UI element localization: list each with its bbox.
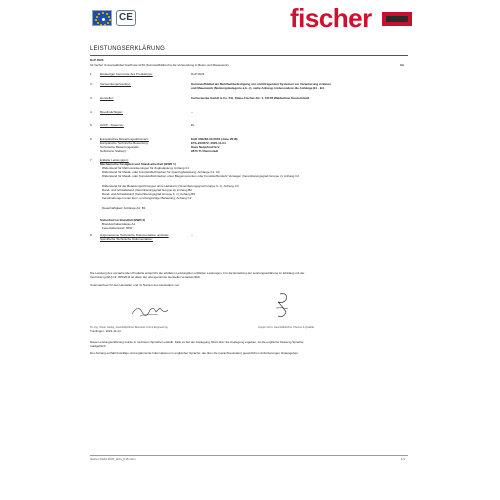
bwr1-heading: Mechanische Festigkeit und Standsicherheit (BWR 1) (100, 162, 176, 166)
item-number: 6. (90, 137, 93, 141)
item8-label-cont: Spezifische Technische Dokumentation: (100, 237, 153, 241)
item-value: DoP 0023 (191, 72, 205, 76)
item6-value: ETA-20/0572; 2020-11-04 (191, 141, 226, 145)
item-number: 2. (90, 82, 93, 86)
performance-line: Rand- und Achsabstand (Vereinbarungsgrad Gruppe b, c); Anhang B3 (102, 192, 196, 196)
fire-line: Feuerwiderstand: NPD (102, 226, 133, 230)
item-number: 8. (90, 233, 93, 237)
declaration-text-cont: Verordnung (EU) Nr. 305/2011 ist allein der obengenannte Hersteller verantwortlich. (90, 275, 202, 279)
page-number: 1/1 (401, 457, 406, 461)
item6-label: Europäisches Bewertungsdokument: (100, 137, 149, 141)
item7-label: Erklärte Leistung(en): (100, 158, 129, 162)
dop-number: DoP 0023 (90, 58, 104, 62)
footer-filename: fischer DATA DOP_ECs_F15.xlsm (90, 457, 136, 461)
signatory-left: Dr.-Ing. Oliver Geibig, Geschäftsführer Business Unit & Engineering (90, 326, 168, 329)
signature-left (130, 300, 170, 320)
fire-line: Brandverhaltenklasse A1 (102, 222, 136, 226)
performance-line: Rand- und Achsabstand (Vereinbarungsgrad Gruppe a); Anhang B2 (102, 188, 192, 192)
page-title: LEISTUNGSERKLÄRUNG (90, 46, 165, 52)
language-code: DE (400, 63, 405, 67)
language-note: Diese Leistungserklärung wurde in mehreren Sprachen erstellt. Falls es bei der Auslegung Streit über die Auslegung ergeben, ist die englische Fassung Sprache (90, 340, 304, 344)
performance-line: Widerstand für die Belastungsrichtungen ohne Hebelarm (Vereinbarungsgrad Gruppe b, c); Anhang C3 (102, 184, 239, 188)
item-label: Hersteller: (100, 96, 114, 100)
item-value: 2+ (191, 123, 195, 127)
item-number: 1. (90, 72, 93, 76)
place-date: Tumlingen, 2022-11-24 (90, 329, 121, 333)
item8-value: -- (191, 233, 193, 237)
performance-line: Verschiebungen unter kurz- und langzeitiger Belastung; Anhang C2 (102, 196, 192, 200)
performance-line: Widerstand für Metall- oder Kunststoffschrauben für Querzugbelastung; Anhänge C1, C2 (102, 170, 220, 174)
item6-label: Europäische Technische Bewertung: (100, 141, 149, 145)
item-value-cont: und Mauerwerk (Nutzungskategorie a,b, c), siehe Anhang, insbesondere die Anhänge B1 - B4. (191, 86, 325, 90)
signatory-right: Jürgen Grün, Geschäftsführer Chemie & Qualität (258, 326, 315, 329)
item6-label: Notifizierte Stelle(n): (100, 149, 128, 153)
item6-value: Kiwa Nederland B.V. (191, 145, 220, 149)
performance-line: Widerstand für Metall- oder Kunststoffschrauben unter Biegemomenten oder Kunststoffumkehr Versagen (Vereinbarungsgrad Gruppe c); Anhang C2 (102, 174, 300, 178)
item8-label: Angemessene Technische Dokumentation und/oder (100, 233, 169, 237)
item-number: 7. (90, 158, 93, 162)
dop-subtitle: für fischer Universaldübel DuoPower ETA (Kunststoffdübel für die Verwendung in Beton und Mauerwerk) (90, 63, 229, 67)
signed-for-text: Unterzeichnet für den Hersteller und im Namen des Herstellers von: (90, 283, 181, 287)
declaration-text: Die Leistung des vorstehenden Produkts entspricht der erklärten Leistung/den erklärten Leistungen. Für die Erstellung der Leistungserklärung im Einklang mit der (90, 271, 305, 275)
item-label: Bevollmächtigter: (100, 110, 124, 114)
fischer-brand-square (382, 12, 412, 26)
eu-stars-logo (92, 10, 112, 26)
signature-right (272, 290, 292, 320)
item6-value: 2873 TU Darmstadt (191, 149, 219, 153)
performance-line: Widerstand für Mehrverankerungen für Zugbelastung; Anhang C1 (102, 166, 190, 170)
item-label: Eindeutiger Kenncode des Produkttyps: (100, 72, 153, 76)
item6-label: Technische Bewertungsstelle: (100, 145, 140, 149)
item-label: Verwendungszweck(e): (100, 82, 132, 86)
item-number: 5. (90, 123, 93, 127)
item-value: -- (191, 110, 193, 114)
item-label: AVCP - System/e: (100, 123, 124, 127)
fischer-logo: fischer (290, 3, 372, 33)
item-value: fischerwerke GmbH & Co. KG, Klaus-Fischer-Str. 1, 72178 Waldachtal, Deutschland (191, 96, 310, 100)
bwr2-heading: Sicherheit im Brandfall (BWR 2) (100, 218, 146, 222)
annex-note: Der Anhang enthält freiwillige und ergänzende Informationen in englischer Sprache, die über die (sprachneutralen) gesetzlichen Anforderungen hinausgehen. (90, 351, 299, 355)
item-number: 3. (90, 96, 93, 100)
item-number: 4. (90, 110, 93, 114)
title-divider (90, 55, 408, 56)
durability-line: Dauerhaftigkeit: Anhänge A4, B1 (102, 206, 146, 210)
item6-value: EAD 330284-00-0604 (June 2018) (191, 137, 238, 141)
ce-mark: CE (116, 10, 136, 26)
item-value: Kunststoffdübel als Mehrfachbefestigung von nichttragenden Systemen zur Verankerung in Beton (191, 82, 332, 86)
language-note-cont: maßgeblich. (90, 344, 107, 348)
